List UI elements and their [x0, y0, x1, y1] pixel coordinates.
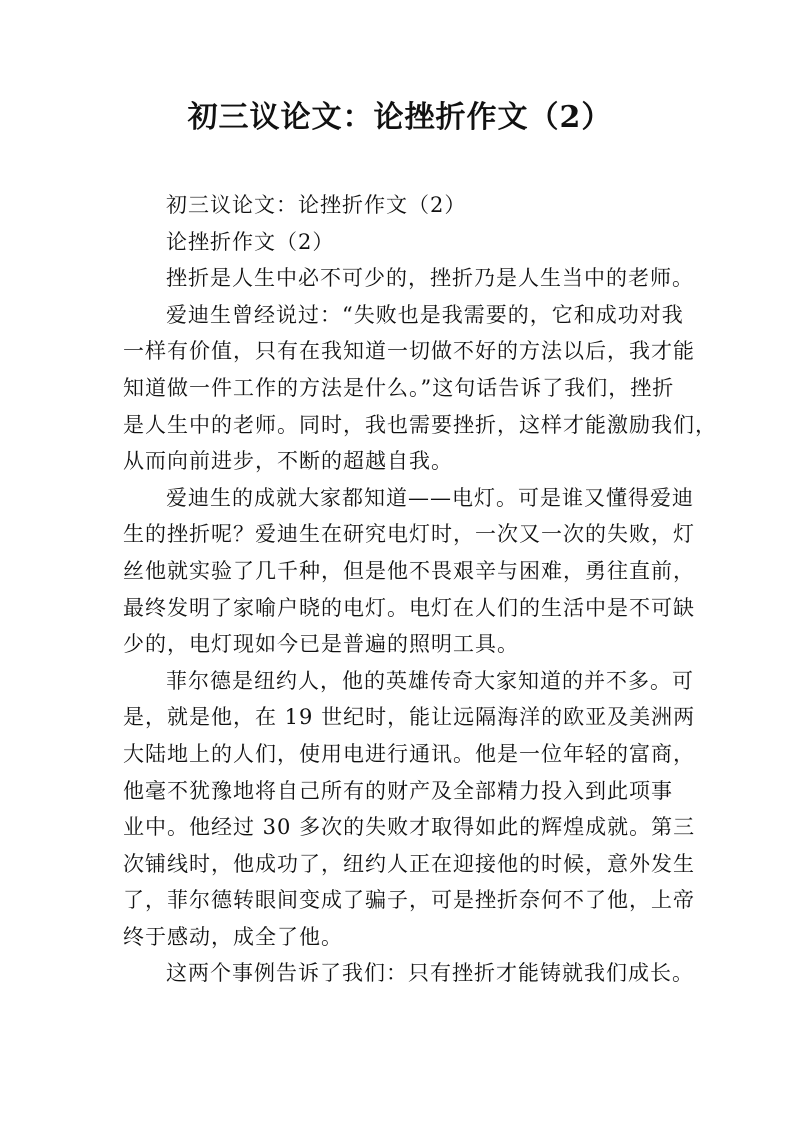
- body-line: 挫折是人生中必不可少的，挫折乃是人生当中的老师。: [166, 266, 694, 291]
- body-line: 论挫折作文（2）: [166, 229, 335, 254]
- body-line: 爱迪生的成就大家都知道——电灯。可是谁又懂得爱迪: [166, 485, 694, 510]
- body-line: 知道做一件工作的方法是什么。”这句话告诉了我们，挫折: [123, 375, 675, 400]
- body-line: 是人生中的老师。同时，我也需要挫折，这样才能激励我们，: [123, 412, 717, 437]
- body-line: 一样有价值，只有在我知道一切做不好的方法以后，我才能: [123, 339, 695, 364]
- body-line: 是，就是他，在 19 世纪时，能让远隔海洋的欧亚及美洲两: [123, 705, 696, 730]
- body-line: 菲尔德是纽约人，他的英雄传奇大家知道的并不多。可: [166, 668, 694, 693]
- body-line: 他毫不犹豫地将自己所有的财产及全部精力投入到此项事: [123, 778, 673, 803]
- body-line: 了，菲尔德转眼间变成了骗子，可是挫折奈何不了他，上帝: [123, 888, 695, 913]
- document-body: [123, 187, 717, 992]
- body-line: 大陆地上的人们，使用电进行通讯。他是一位年轻的富商，: [123, 741, 695, 766]
- body-line: 生的挫折呢？爱迪生在研究电灯时，一次又一次的失败，灯: [123, 522, 695, 547]
- body-line: 丝他就实验了几千种，但是他不畏艰辛与困难，勇往直前，: [123, 558, 695, 583]
- body-line: 最终发明了家喻户晓的电灯。电灯在人们的生活中是不可缺: [123, 595, 695, 620]
- body-line: 终于感动，成全了他。: [123, 924, 343, 949]
- document-title: 初三议论文：论挫折作文（2）: [187, 100, 613, 135]
- body-line: 业中。他经过 30 多次的失败才取得如此的辉煌成就。第三: [123, 815, 696, 840]
- body-line: 次铺线时，他成功了，纽约人正在迎接他的时候，意外发生: [123, 851, 695, 876]
- body-line: 少的，电灯现如今已是普遍的照明工具。: [123, 632, 519, 657]
- body-line: 这两个事例告诉了我们：只有挫折才能铸就我们成长。: [166, 961, 694, 986]
- body-line: 初三议论文：论挫折作文（2）: [166, 193, 467, 217]
- body-line: 爱迪生曾经说过：“失败也是我需要的，它和成功对我: [166, 302, 684, 327]
- body-line: 从而向前进步，不断的超越自我。: [123, 449, 453, 474]
